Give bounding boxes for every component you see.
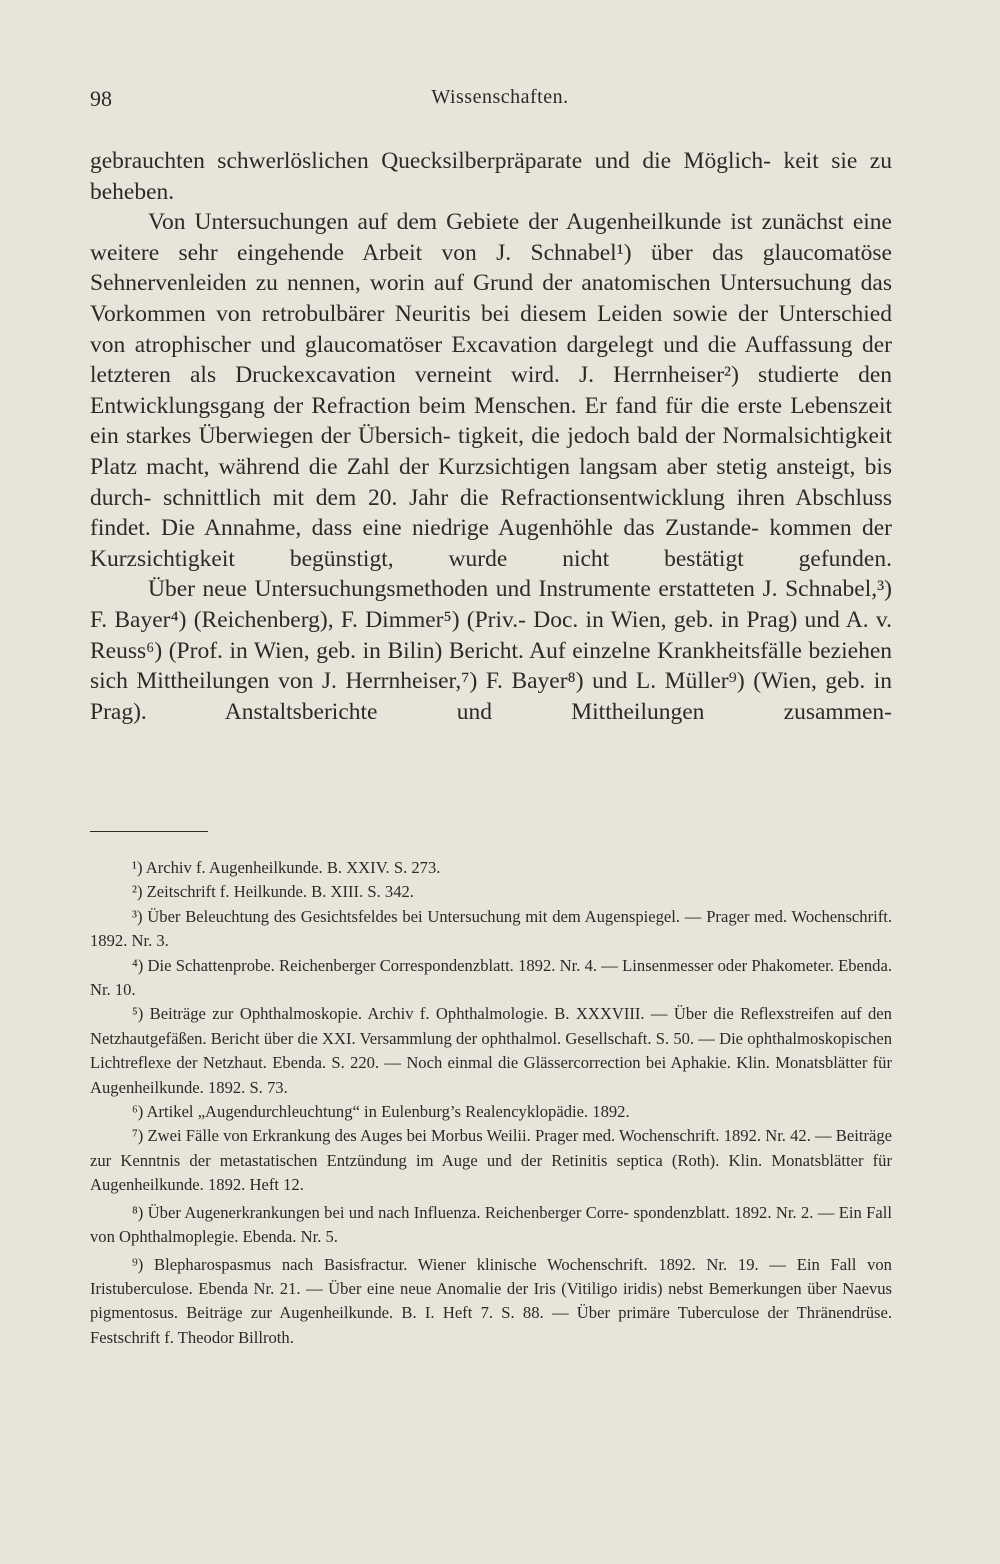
footnote-line: Prager med. Wochenschrift. 1892. Nr. 3.: [90, 906, 892, 951]
text-line: keit sie zu beheben.: [90, 148, 892, 205]
text-line: Mittheilungen von J. Herrnheiser,⁷) F. Bayer⁸) und L. Müller⁹): [136, 668, 745, 695]
text-line: der anatomischen Untersuchung das Vorkommen von retrobulbärer: [90, 270, 892, 327]
footnote-line: ⁹) Blepharospasmus nach Basisfractur. Wiener klinische Wochenschrift. 1892.: [132, 1254, 696, 1274]
footnote-line: Augenheilkunde. B. I. Heft 7. S. 88. — Über primäre Tuberculose der Thränendrüse.: [279, 1303, 893, 1323]
text-line: ist zunächst eine weitere sehr eingehende Arbeit von J. Schnabel¹): [90, 209, 892, 266]
footnote-line: 1892. Heft 12.: [207, 1175, 304, 1195]
footnote-line: der Iris (Vitiligo iridis) nebst Bemerkungen über Naevus pigmentosus. Beiträge zur: [90, 1278, 893, 1323]
footnote-9: [90, 1253, 892, 1351]
footnote-8: [90, 1201, 892, 1250]
text-line: die Zahl der Kurzsichtigen langsam aber stetig ansteigt, bis durch-: [90, 453, 893, 511]
page-number: 98: [90, 86, 112, 111]
footnote-line: spondenzblatt. 1892. Nr. 2. — Ein Fall von Ophthalmoplegie. Ebenda. Nr. 5.: [90, 1202, 892, 1247]
footnotes: [90, 856, 892, 1350]
paragraph-continued: [90, 146, 892, 207]
text-line: Von Untersuchungen auf dem Gebiete der Augenheilkunde: [148, 209, 722, 236]
footnote-line: Über die Reflexstreifen auf den Netzhautgefäßen. Bericht über die XXI. Versammlung: [90, 1004, 892, 1048]
footnote-line: ⁵) Beiträge zur Ophthalmoskopie. Archiv f. Ophthalmologie. B. XXXVIII. —: [132, 1004, 668, 1024]
running-title: Wissenschaften.: [431, 86, 569, 108]
footnote-line: ⁸) Über Augenerkrankungen bei und nach Influenza. Reichenberger Corre-: [132, 1202, 630, 1222]
text-line: Über neue Untersuchungsmethoden und Instrumente erstatteten: [148, 576, 755, 603]
footnote-line: im Auge und der Retinitis septica (Roth). Klin. Monatsblätter für Augenheilkunde.: [90, 1150, 892, 1195]
page-header: [90, 86, 910, 116]
footnote-line: ⁴) Die Schattenprobe. Reichenberger Correspondenzblatt. 1892. Nr. 4. —: [132, 955, 618, 975]
footnote-divider: [90, 831, 208, 832]
text-line: letzteren als Druckexcavation verneint wird. J. Herrnheiser²): [90, 362, 739, 389]
text-line: und glaucomatöser Excavation dargelegt und die Auffassung der: [260, 331, 892, 358]
footnote-6: [90, 1100, 892, 1124]
text-line: tigkeit, die jedoch bald der Normalsichtigkeit Platz macht, während: [90, 423, 893, 480]
footnote-line: Wochenschrift. 1892. Nr. 42. — Beiträge zur Kenntnis der metastatischen Entzündung: [90, 1126, 892, 1170]
text-line: über das glaucomatöse Sehnervenleiden zu nennen, worin auf Grund: [90, 239, 892, 297]
footnote-line: Monatsblätter für Augenheilkunde. 1892. S. 73.: [90, 1053, 892, 1097]
footnote-line: ¹) Archiv f. Augenheilkunde. B. XXIV. S. 273.: [132, 858, 441, 877]
text-line: geb. in Bilin) Bericht. Auf einzelne Krankheitsfälle beziehen sich: [90, 637, 892, 695]
text-line: Doc. in Wien, geb. in Prag) und A. v. Reuss⁶) (Prof. in Wien,: [90, 606, 892, 664]
text-line: gebrauchten schwerlöslichen Quecksilberpräparate und die Möglich-: [90, 148, 772, 174]
footnote-7: [90, 1124, 892, 1197]
paragraph-methods: [90, 574, 892, 727]
body-text: [90, 146, 892, 727]
text-line: fand für die erste Lebenszeit ein starkes Überwiegen der Übersich-: [90, 392, 893, 450]
footnote-4: [90, 954, 892, 1003]
footnote-2: [90, 880, 892, 904]
footnote-line: Nr. 19. — Ein Fall von Iristuberculose. Ebenda Nr. 21. — Über eine neue Anomalie: [90, 1254, 892, 1298]
footnote-line: Festschrift f. Theodor Billroth.: [90, 1327, 294, 1347]
text-line: schnittlich mit dem 20. Jahr die Refractionsentwicklung ihren Abschluss: [163, 484, 893, 511]
footnote-line: Netzhaut. Ebenda. S. 220. — Noch einmal die Glässercorrection bei Aphakie. Klin.: [202, 1053, 770, 1073]
footnote-line: ⁶) Artikel „Augendurchleuchtung“ in Eulenburg’s Realencyklopädie. 1892.: [132, 1102, 630, 1122]
footnote-line: der ophthalmol. Gesellschaft. S. 50. — Die ophthalmoskopischen Lichtreflexe der: [90, 1028, 892, 1073]
text-line: studierte den Entwicklungsgang der Refraction beim Menschen. Er: [90, 362, 893, 419]
text-line: findet. Die Annahme, dass eine niedrige Augenhöhle das Zustande-: [90, 515, 759, 542]
footnote-1: [90, 856, 892, 880]
text-line: kommen der Kurzsichtigkeit begünstigt, wurde nicht bestätigt gefunden.: [90, 515, 892, 572]
footnote-5: [90, 1002, 892, 1100]
footnote-line: Linsenmesser oder Phakometer. Ebenda. Nr. 10.: [90, 955, 892, 1000]
paragraph-ophthalmology: [90, 207, 892, 574]
footnote-line: ²) Zeitschrift f. Heilkunde. B. XIII. S. 342.: [132, 882, 414, 902]
text-line: (Wien, geb. in Prag). Anstaltsberichte und Mittheilungen zusammen-: [90, 668, 893, 725]
footnote-line: ⁷) Zwei Fälle von Erkrankung des Auges bei Morbus Weilii. Prager med.: [132, 1126, 616, 1146]
footnote-line: ³) Über Beleuchtung des Gesichtsfeldes bei Untersuchung mit dem Augenspiegel. —: [132, 906, 702, 926]
text-line: J. Schnabel,³) F. Bayer⁴) (Reichenberg), F. Dimmer⁵) (Priv.-: [90, 576, 892, 633]
footnote-3: [90, 905, 892, 954]
text-line: Neuritis bei diesem Leiden sowie der Unterschied von atrophischer: [90, 300, 892, 358]
